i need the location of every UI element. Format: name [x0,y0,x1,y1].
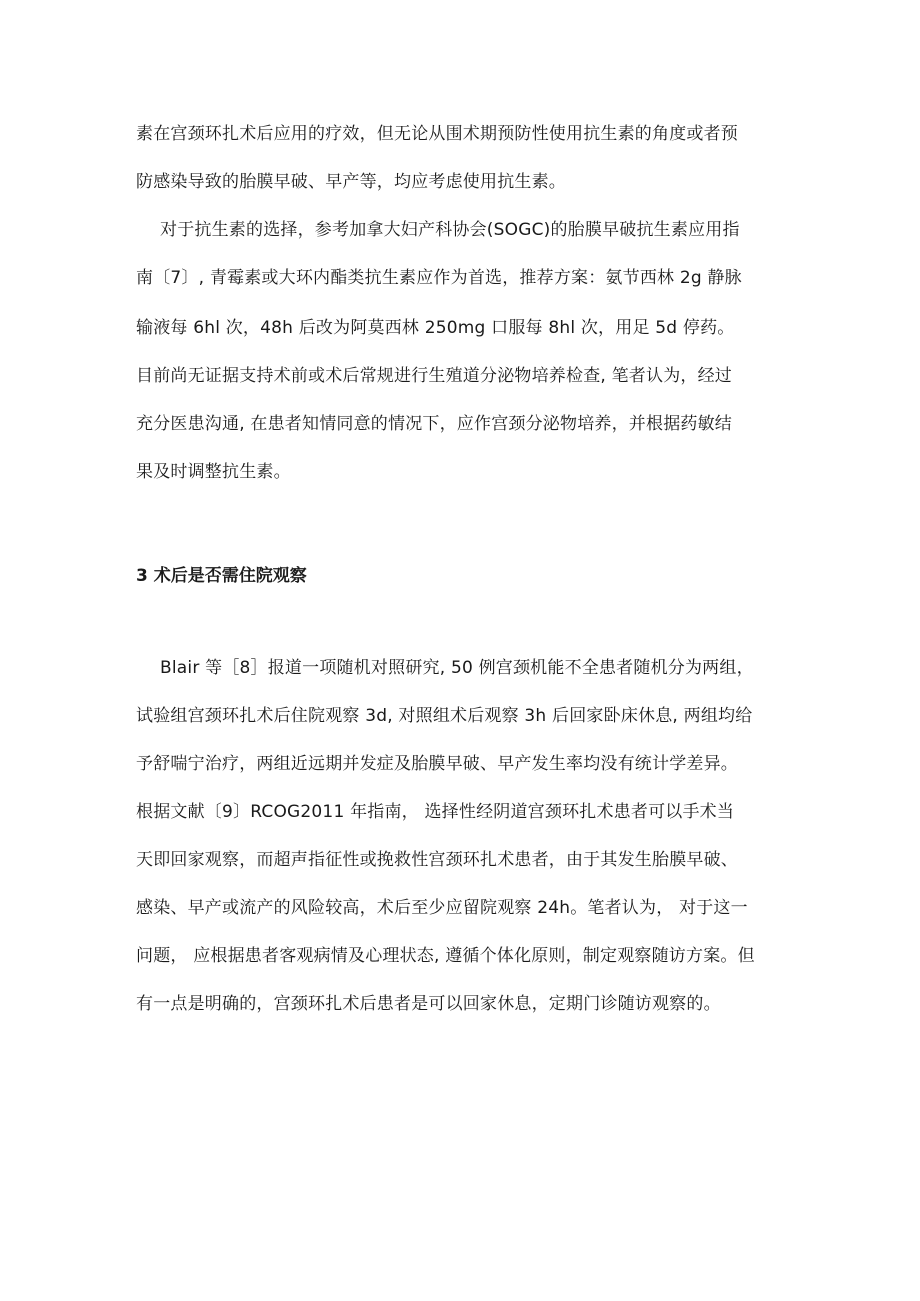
paragraph-line: 输液每 6hl 次，48h 后改为阿莫西林 250mg 口服每 8hl 次，用足 5d 停药。 [136,318,735,338]
paragraph-line: 南〔7〕, 青霉素或大环内酯类抗生素应作为首选，推荐方案：氨节西林 2g 静脉 [136,268,742,288]
paragraph-line: Blair 等［8］报道一项随机对照研究, 50 例宫颈机能不全患者随机分为两组， [160,658,754,678]
paragraph-line: 果及时调整抗生素。 [136,462,291,482]
paragraph-line: 问题， 应根据患者客观病情及心理状态, 遵循个体化原则，制定观察随访方案。但 [136,946,755,966]
paragraph-line: 试验组宫颈环扎术后住院观察 3d, 对照组术后观察 3h 后回家卧床休息, 两组均给 [136,706,753,726]
paragraph-line: 防感染导致的胎膜早破、早产等，均应考虑使用抗生素。 [136,172,566,192]
paragraph-line: 素在宫颈环扎术后应用的疗效，但无论从围术期预防性使用抗生素的角度或者预 [136,124,738,144]
paragraph-line: 对于抗生素的选择，参考加拿大妇产科协会(SOGC)的胎膜早破抗生素应用指 [160,220,740,240]
paragraph-line: 根据文献〔9〕RCOG2011 年指南， 选择性经阴道宫颈环扎术患者可以手术当 [136,802,735,822]
paragraph-line: 感染、早产或流产的风险较高，术后至少应留院观察 24h。笔者认为， 对于这一 [136,898,748,918]
section-heading: 3 术后是否需住院观察 [136,566,307,586]
paragraph-line: 天即回家观察，而超声指征性或挽救性宫颈环扎术患者，由于其发生胎膜早破、 [136,850,738,870]
paragraph-line: 充分医患沟通, 在患者知情同意的情况下，应作宫颈分泌物培养，并根据药敏结 [136,414,733,434]
paragraph-line: 有一点是明确的，宫颈环扎术后患者是可以回家休息，定期门诊随访观察的。 [136,994,721,1014]
paragraph-line: 予舒喘宁治疗，两组近远期并发症及胎膜早破、早产发生率均没有统计学差异。 [136,754,738,774]
paragraph-line: 目前尚无证据支持术前或术后常规进行生殖道分泌物培养检查, 笔者认为，经过 [136,366,733,386]
